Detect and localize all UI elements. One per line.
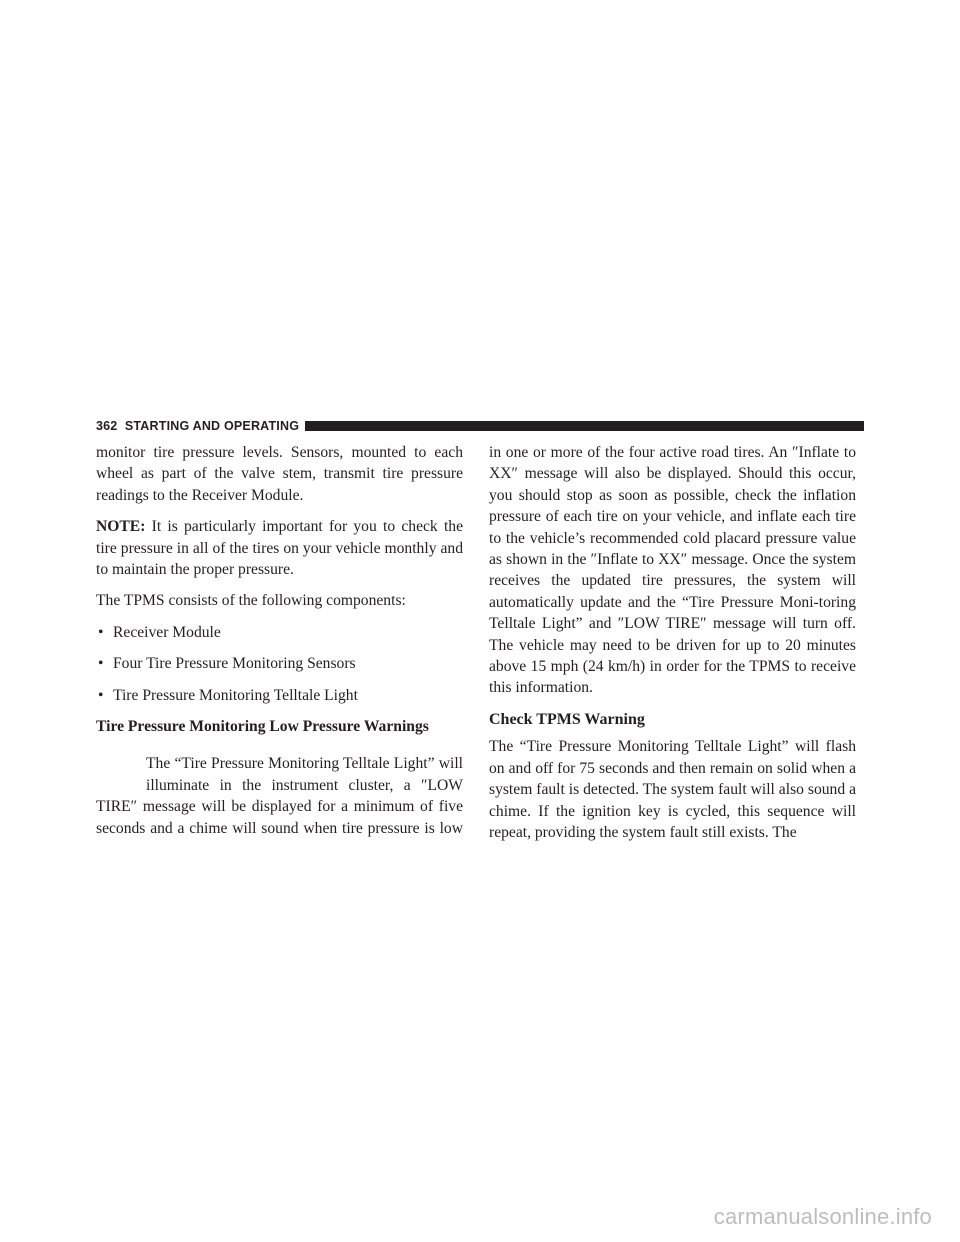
text-line: seconds and a chime will sound when tire pressure is low: [96, 819, 463, 837]
components-intro: The TPMS consists of the following components:: [96, 592, 406, 610]
bullet-icon: •: [98, 655, 104, 673]
text-line: illuminate in the instrument cluster, a ″LOW: [146, 776, 463, 794]
note-paragraph: [96, 516, 463, 580]
note-text: It is particularly important for you to check the tire pressure in all of the tires on your vehicle monthly and to maintain the proper pressure.: [96, 518, 463, 579]
text-line: TIRE″ message will be displayed for a minimum of five: [96, 798, 463, 816]
bullet-icon: •: [98, 623, 104, 641]
check-tpms-warning-heading: Check TPMS Warning: [489, 710, 645, 728]
bullet-icon: •: [98, 686, 104, 704]
list-item: [96, 685, 463, 706]
site-watermark: carmanualsonline.info: [713, 1204, 932, 1229]
continued-paragraph: in one or more of the four active road tires. An ″Inflate to XX″ message will also be displayed. Should this occur, you should stop as soon as possible, check the inflation pressure of each tire on your vehicle, and inflate each tire to the vehicle’s recommended cold placard pressure value as shown in the ″Inflate to XX″ message. Once the system receives the updated tire pressures, the system will automatically update and the “Tire Pressure Moni-toring Telltale Light” and ″LOW TIRE″ message will turn off. The vehicle may need to be driven for up to 20 minutes above 15 mph (24 km/h) in order for the TPMS to receive this information.: [489, 444, 856, 697]
section-title: STARTING AND OPERATING: [124, 419, 300, 433]
text-line: The “Tire Pressure Monitoring Telltale Light” will: [146, 755, 463, 773]
low-pressure-warnings-heading: Tire Pressure Monitoring Low Pressure Warnings: [96, 718, 429, 736]
list-item: [96, 653, 463, 674]
left-column: [96, 442, 463, 839]
tpms-fault-paragraph: The “Tire Pressure Monitoring Telltale Light” will flash on and off for 75 seconds and then remain on solid when a system fault is detected. The system fault will also sound a chime. If the ignition key is cycled, this sequence will repeat, providing the system fault still exists. The: [489, 738, 856, 841]
header-rule: [305, 421, 864, 431]
page-header-text: [96, 419, 299, 433]
list-item-label: Receiver Module: [113, 623, 221, 641]
list-item-label: Tire Pressure Monitoring Telltale Light: [113, 686, 358, 704]
intro-paragraph: monitor tire pressure levels. Sensors, mounted to each wheel as part of the valve stem, transmit tire pressure readings to the Receiver Module.: [96, 444, 463, 504]
note-label: NOTE:: [96, 518, 146, 536]
page-number: 362: [96, 419, 118, 433]
list-item-label: Four Tire Pressure Monitoring Sensors: [113, 655, 356, 673]
page-header: [96, 418, 864, 434]
right-column: [489, 442, 856, 853]
low-pressure-warning-paragraph: [96, 753, 463, 839]
list-item: [96, 622, 463, 643]
components-list: [96, 622, 463, 706]
